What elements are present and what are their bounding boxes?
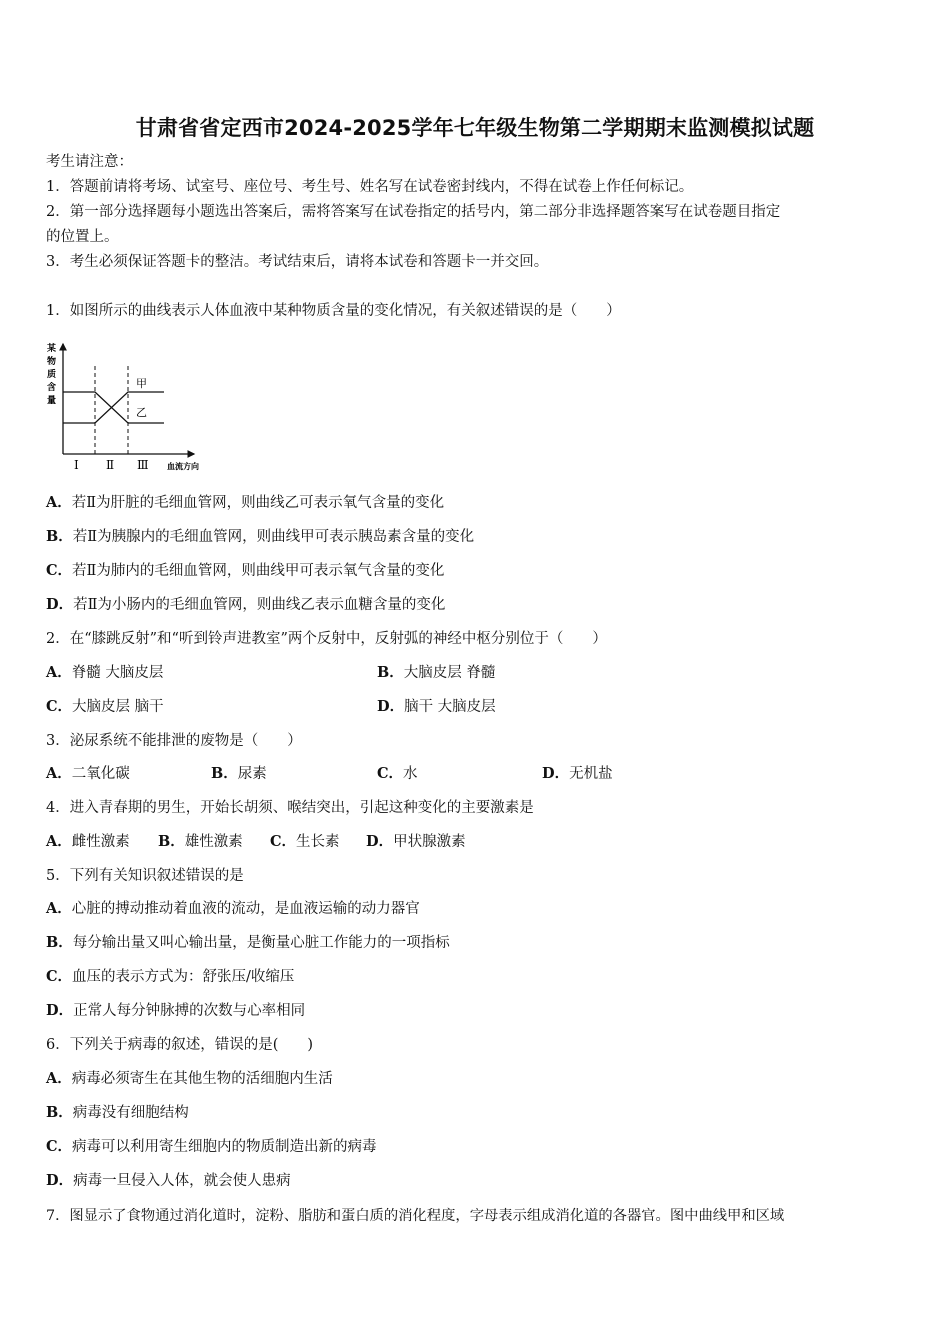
q2-stem: 2．在“膝跳反射”和“听到铃声进教室”两个反射中，反射弧的神经中枢分别位于（ ）	[46, 631, 607, 647]
q1-option-c	[46, 561, 444, 581]
option-text: 二氧化碳	[71, 766, 130, 782]
fig-xlabel: 血流方向	[167, 461, 199, 471]
q1-option-b	[46, 527, 474, 547]
fig-region-1: Ⅰ	[74, 458, 79, 472]
q4-option-b	[158, 832, 243, 852]
option-letter: C．	[46, 1138, 73, 1155]
q3-option-d	[542, 764, 613, 784]
q7-stem: 7．图显示了食物通过消化道时，淀粉、脂肪和蛋白质的消化程度，字母表示组成消化道的各器官。图中曲线甲和区域	[46, 1208, 785, 1224]
option-letter: C．	[46, 968, 73, 985]
q6-option-d	[46, 1171, 291, 1191]
fig-ylabel-2: 物	[47, 357, 57, 367]
option-letter: D．	[366, 833, 394, 850]
option-letter: B．	[158, 833, 185, 850]
option-letter: A．	[46, 494, 72, 511]
notice-heading: 考生请注意：	[46, 154, 133, 170]
option-letter: B．	[46, 1104, 73, 1121]
q3-stem: 3．泌尿系统不能排泄的废物是（ ）	[46, 733, 302, 749]
fig-ylabel-1: 某	[47, 344, 57, 354]
q4-option-a	[46, 832, 130, 852]
fig-region-3: Ⅲ	[137, 458, 149, 472]
notice-item-3: 3．考生必须保证答题卡的整洁。考试结束后，请将本试卷和答题卡一并交回。	[46, 254, 549, 270]
fig-curve-label-yi: 乙	[136, 406, 147, 419]
q5-option-c	[46, 967, 294, 987]
q2-option-d	[377, 697, 496, 717]
option-letter: C．	[46, 562, 73, 579]
option-text: 病毒必须寄生在其他生物的活细胞内生活	[71, 1071, 333, 1087]
q5-option-d	[46, 1001, 305, 1021]
option-text: 每分输出量又叫心输出量，是衡量心脏工作能力的一项指标	[72, 935, 450, 951]
option-letter: D．	[377, 698, 405, 715]
option-text: 尿素	[237, 766, 267, 782]
option-text: 脊髓 大脑皮层	[71, 665, 164, 681]
fig-curve-yi	[63, 392, 164, 423]
page-title: 甘肃省省定西市2024-2025学年七年级生物第二学期期末监测模拟试题	[135, 116, 815, 140]
option-letter: C．	[46, 698, 73, 715]
q5-option-b	[46, 933, 450, 953]
q2-option-a	[46, 663, 163, 683]
fig-region-2: Ⅱ	[106, 458, 115, 472]
option-text: 若Ⅱ为肝脏的毛细血管网，则曲线乙可表示氧气含量的变化	[71, 495, 445, 511]
q3-option-a	[46, 764, 130, 784]
q1-figure	[44, 338, 219, 476]
q5-option-a	[46, 899, 420, 919]
option-text: 甲状腺激素	[393, 834, 466, 850]
q1-option-d	[46, 595, 445, 615]
q2-option-b	[377, 663, 495, 683]
option-letter: A．	[46, 664, 72, 681]
option-letter: B．	[46, 528, 73, 545]
q6-option-c	[46, 1137, 377, 1157]
option-letter: A．	[46, 765, 72, 782]
option-letter: D．	[46, 596, 74, 613]
option-letter: D．	[46, 1172, 74, 1189]
fig-curve-jia	[63, 392, 164, 423]
q2-option-c	[46, 697, 164, 717]
option-text: 血压的表示方式为：舒张压/收缩压	[72, 969, 295, 985]
option-text: 若Ⅱ为肺内的毛细血管网，则曲线甲可表示氧气含量的变化	[72, 563, 445, 579]
notice-item-1: 1．答题前请将考场、试室号、座位号、考生号、姓名写在试卷密封线内，不得在试卷上作任何标记。	[46, 179, 694, 195]
option-text: 脑干 大脑皮层	[404, 699, 496, 715]
option-text: 病毒可以利用寄生细胞内的物质制造出新的病毒	[72, 1139, 377, 1155]
option-text: 水	[403, 766, 418, 782]
option-text: 无机盐	[569, 766, 613, 782]
fig-curve-label-jia: 甲	[136, 377, 147, 390]
option-letter: C．	[377, 765, 404, 782]
q6-option-a	[46, 1069, 333, 1089]
fig-ylabel-5: 量	[47, 396, 57, 406]
fig-ylabel-4: 含	[47, 383, 57, 393]
option-text: 正常人每分钟脉搏的次数与心率相同	[73, 1003, 306, 1019]
fig-ylabel-3: 质	[47, 370, 57, 380]
option-text: 若Ⅱ为小肠内的毛细血管网，则曲线乙表示血糖含量的变化	[73, 597, 446, 613]
option-letter: B．	[377, 664, 404, 681]
option-letter: A．	[46, 900, 72, 917]
notice-item-2-cont: 的位置上。	[46, 229, 119, 245]
option-letter: A．	[46, 833, 72, 850]
q1-stem: 1．如图所示的曲线表示人体血液中某种物质含量的变化情况，有关叙述错误的是（ ）	[46, 303, 621, 319]
option-text: 若Ⅱ为胰腺内的毛细血管网，则曲线甲可表示胰岛素含量的变化	[72, 529, 475, 545]
q4-stem: 4．进入青春期的男生，开始长胡须、喉结突出，引起这种变化的主要激素是	[46, 800, 534, 816]
q4-option-c	[270, 832, 340, 852]
q3-option-b	[211, 764, 267, 784]
option-text: 大脑皮层 脊髓	[403, 665, 496, 681]
option-text: 大脑皮层 脑干	[72, 699, 164, 715]
option-text: 病毒没有细胞结构	[72, 1105, 189, 1121]
q5-stem: 5．下列有关知识叙述错误的是	[46, 868, 244, 884]
q4-option-d	[366, 832, 466, 852]
option-letter: B．	[211, 765, 238, 782]
option-letter: D．	[46, 1002, 74, 1019]
option-text: 雄性激素	[184, 834, 243, 850]
option-text: 生长素	[296, 834, 340, 850]
notice-item-2: 2．第一部分选择题每小题选出答案后，需将答案写在试卷指定的括号内，第二部分非选择题答案写在试卷题目指定	[46, 204, 781, 220]
option-text: 心脏的搏动推动着血液的流动，是血液运输的动力器官	[71, 901, 420, 917]
q3-option-c	[377, 764, 418, 784]
q6-option-b	[46, 1103, 189, 1123]
option-letter: C．	[270, 833, 297, 850]
option-letter: D．	[542, 765, 570, 782]
option-letter: B．	[46, 934, 73, 951]
option-letter: A．	[46, 1070, 72, 1087]
q6-stem: 6．下列关于病毒的叙述，错误的是( )	[46, 1037, 314, 1053]
option-text: 病毒一旦侵入人体，就会使人患病	[73, 1173, 291, 1189]
option-text: 雌性激素	[71, 834, 130, 850]
q1-option-a	[46, 493, 444, 513]
